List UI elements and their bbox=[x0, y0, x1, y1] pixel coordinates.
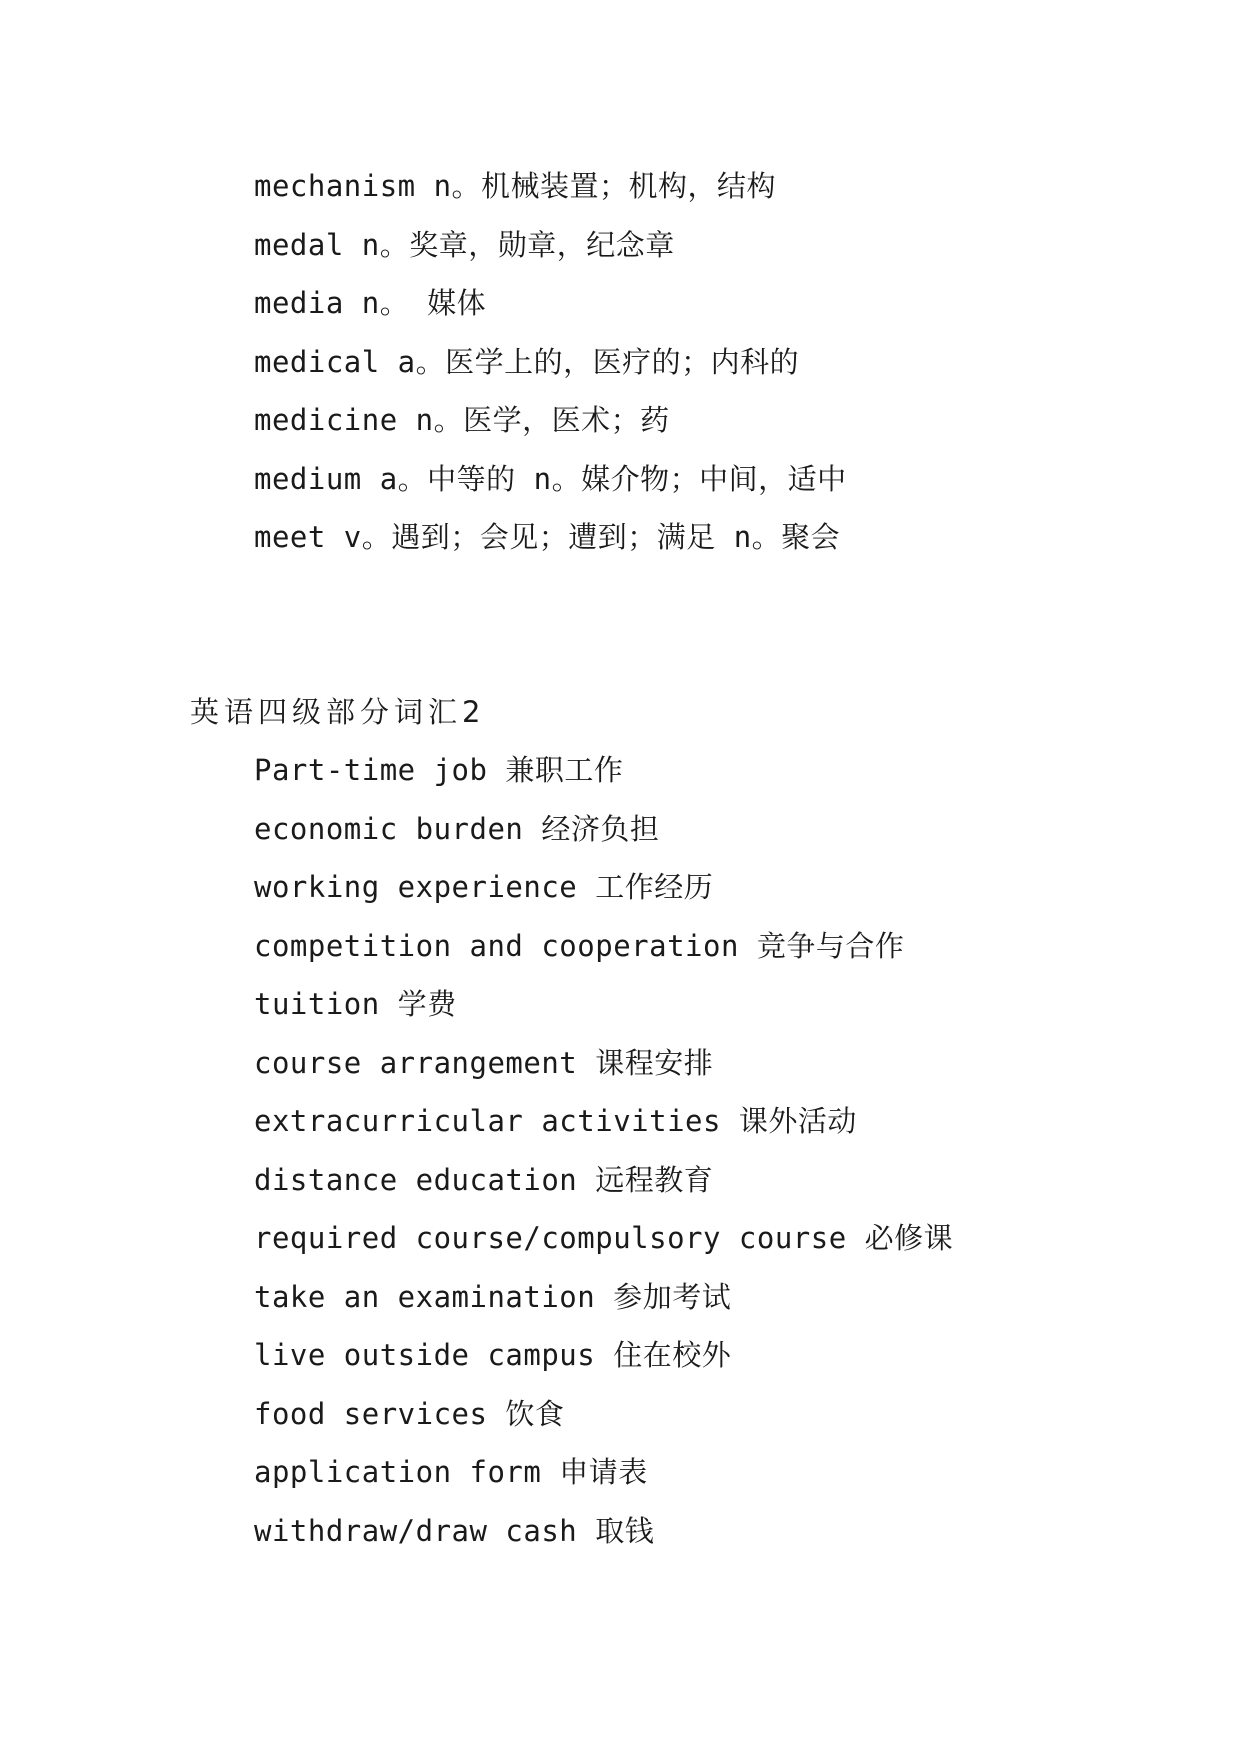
vocabulary-entry: media n。 媒体 bbox=[254, 286, 487, 320]
vocabulary-entry: required course/compulsory course 必修课 bbox=[254, 1221, 954, 1255]
vocabulary-entry: medium a。中等的 n。媒介物；中间，适中 bbox=[254, 461, 847, 496]
vocabulary-entry: mechanism n。机械装置；机构，结构 bbox=[254, 169, 777, 203]
vocabulary-entry: food services 饮食 bbox=[254, 1396, 565, 1431]
vocabulary-entry: medical a。医学上的，医疗的；内科的 bbox=[254, 344, 800, 379]
vocabulary-entry: application form 申请表 bbox=[254, 1455, 648, 1489]
vocabulary-entry: course arrangement 课程安排 bbox=[254, 1045, 714, 1080]
vocabulary-entry: economic burden 经济负担 bbox=[254, 811, 660, 846]
vocabulary-entry: take an examination 参加考试 bbox=[254, 1279, 732, 1314]
section-title: 英语四级部分词汇2 bbox=[190, 695, 486, 729]
vocabulary-list-bottom bbox=[254, 741, 953, 1560]
vocabulary-entry: medal n。奖章，勋章，纪念章 bbox=[254, 227, 675, 262]
vocabulary-entry: Part-time job 兼职工作 bbox=[254, 753, 624, 787]
vocabulary-entry: extracurricular activities 课外活动 bbox=[254, 1104, 857, 1138]
vocabulary-entry: withdraw/draw cash 取钱 bbox=[254, 1513, 655, 1548]
vocabulary-entry: live outside campus 住在校外 bbox=[254, 1338, 732, 1372]
vocabulary-entry: meet v。遇到；会见；遭到；满足 n。聚会 bbox=[254, 520, 841, 554]
vocabulary-entry: working experience 工作经历 bbox=[254, 870, 714, 904]
vocabulary-entry: distance education 远程教育 bbox=[254, 1162, 714, 1197]
vocabulary-list-top bbox=[254, 157, 847, 567]
vocabulary-entry: medicine n。医学，医术；药 bbox=[254, 403, 670, 437]
vocabulary-entry: competition and cooperation 竞争与合作 bbox=[254, 928, 905, 963]
vocabulary-entry: tuition 学费 bbox=[254, 987, 457, 1021]
